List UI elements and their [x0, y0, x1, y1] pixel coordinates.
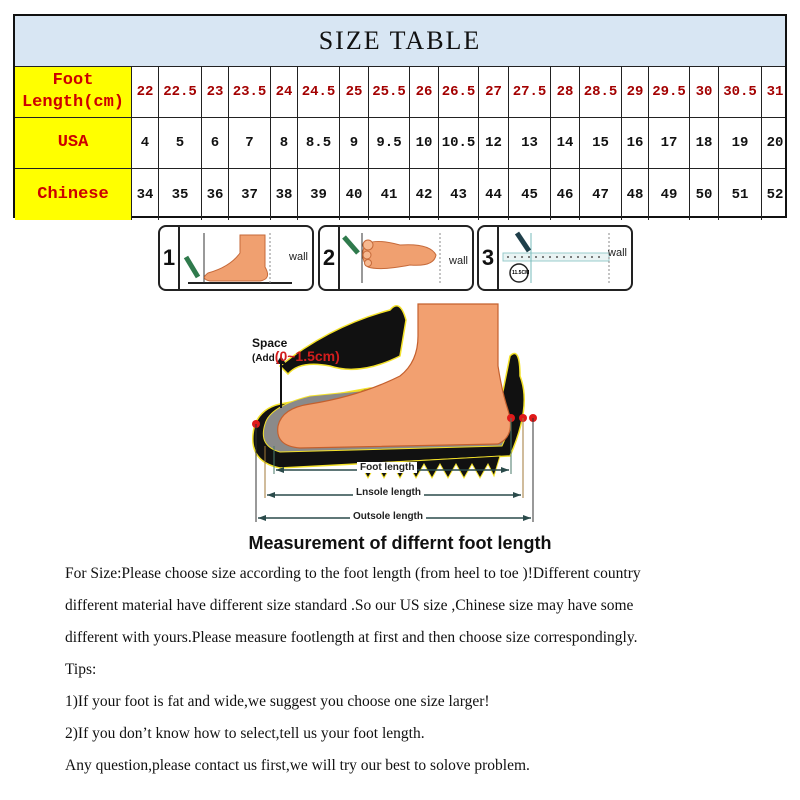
foot-length-cm-cell: 29.5 — [649, 67, 690, 117]
foot-length-cm-cell: 23.5 — [229, 67, 271, 117]
usa-cell: 20 — [766, 135, 784, 151]
step-number: 3 — [479, 227, 499, 289]
chinese-cell: 39 — [298, 169, 340, 220]
chinese-cell: 44 — [479, 169, 509, 220]
space-add-prefix: (Add — [252, 353, 275, 364]
usa-cell: 5 — [159, 118, 202, 168]
chinese-header: Chinese — [15, 169, 132, 220]
foot-length-cm-cell: 24.5 — [298, 67, 340, 117]
usa-cell: 13 — [509, 118, 551, 168]
foot-length-cm-cell: 28.5 — [580, 67, 622, 117]
step-1-panel — [158, 225, 314, 291]
foot-length-cm-cell: 31 — [766, 84, 784, 100]
chinese-cell: 35 — [159, 169, 202, 220]
foot-length-cm-cell: 30.5 — [719, 67, 762, 117]
usa-cell: 14 — [551, 118, 580, 168]
chinese-cell: 52 — [766, 186, 784, 203]
step-3-panel — [477, 225, 633, 291]
foot-length-cm-cell: 25 — [340, 67, 369, 117]
size-instructions — [65, 562, 785, 786]
diagram-caption: Measurement of differnt foot length — [248, 533, 552, 553]
chinese-cell: 47 — [580, 169, 622, 220]
foot-length-cm-cell: 24 — [271, 67, 298, 117]
usa-cell: 9 — [340, 118, 369, 168]
chinese-cell: 51 — [719, 169, 762, 220]
usa-cell: 15 — [580, 118, 622, 168]
foot-length-cm-cell: 27.5 — [509, 67, 551, 117]
chinese-cell: 49 — [649, 169, 690, 220]
wall-label: wall — [449, 255, 468, 267]
table-title: SIZE TABLE — [15, 16, 785, 67]
usa-cell: 6 — [202, 118, 229, 168]
usa-cell: 19 — [719, 118, 762, 168]
shoe-measurement-diagram — [240, 296, 540, 531]
circle-measure-text: 11.5CM — [512, 270, 530, 276]
space-add-range: (0~1.5cm) — [274, 348, 340, 364]
step-number: 2 — [320, 227, 340, 289]
foot-length-cm-cell: 22.5 — [159, 67, 202, 117]
usa-cell: 9.5 — [369, 118, 410, 168]
usa-cell: 8.5 — [298, 118, 340, 168]
foot-length-row — [15, 67, 785, 118]
step-number: 1 — [160, 227, 180, 289]
contact-note: Any question,please contact us first,we will try our best to solove problem. — [65, 757, 530, 774]
foot-length-cm-cell: 30 — [690, 67, 719, 117]
usa-cell: 18 — [690, 118, 719, 168]
instruction-line: different material have different size standard .So our US size ,Chinese size may have some — [65, 597, 634, 614]
tip-item: 2)If you don’t know how to select,tell us your foot length. — [65, 725, 425, 742]
measurement-steps — [158, 225, 634, 293]
foot-length-cm-cell: 28 — [551, 67, 580, 117]
usa-cell: 17 — [649, 118, 690, 168]
chinese-cell: 40 — [340, 169, 369, 220]
usa-cell: 10.5 — [439, 118, 479, 168]
chinese-cell: 38 — [271, 169, 298, 220]
chinese-cell: 43 — [439, 169, 479, 220]
foot-length-cm-cell: 26 — [410, 67, 439, 117]
size-table — [13, 14, 787, 218]
instruction-line: different with yours.Please measure footlength at first and then choose size correspondingly. — [65, 629, 638, 646]
foot-length-cm-cell: 25.5 — [369, 67, 410, 117]
foot-length-cm-cell: 23 — [202, 67, 229, 117]
usa-cell: 7 — [229, 118, 271, 168]
tips-heading: Tips: — [65, 661, 97, 678]
usa-header: USA — [15, 118, 132, 168]
insole-length-label: Lnsole length — [353, 487, 424, 498]
usa-row — [15, 118, 785, 169]
chinese-cell: 34 — [132, 169, 159, 220]
space-label-title: Space — [252, 336, 288, 350]
usa-cell: 12 — [479, 118, 509, 168]
step-2-panel — [318, 225, 474, 291]
foot-length-cm-cell: 29 — [622, 67, 649, 117]
wall-label: wall — [608, 247, 627, 259]
chinese-cell: 50 — [690, 169, 719, 220]
foot-length-cm-cell: 27 — [479, 67, 509, 117]
tip-item: 1)If your foot is fat and wide,we suggest you choose one size larger! — [65, 693, 490, 710]
usa-cell: 8 — [271, 118, 298, 168]
usa-cell: 4 — [132, 118, 159, 168]
foot-length-header-line2: Length(cm) — [21, 93, 125, 112]
space-label — [252, 337, 340, 365]
chinese-cell: 45 — [509, 169, 551, 220]
outsole-length-label: Outsole length — [350, 511, 426, 522]
foot-length-header — [15, 67, 132, 117]
chinese-cell: 42 — [410, 169, 439, 220]
chinese-cell: 37 — [229, 169, 271, 220]
chinese-row — [15, 169, 785, 220]
foot-length-cm-cell: 26.5 — [439, 67, 479, 117]
wall-label: wall — [289, 251, 308, 263]
chinese-cell: 46 — [551, 169, 580, 220]
instruction-line: For Size:Please choose size according to the foot length (from heel to toe )!Different country — [65, 565, 641, 582]
usa-cell: 16 — [622, 118, 649, 168]
foot-length-header-line1: Foot — [52, 71, 94, 90]
chinese-cell: 36 — [202, 169, 229, 220]
foot-length-label: Foot length — [357, 462, 417, 473]
foot-length-cm-cell: 22 — [132, 67, 159, 117]
chinese-cell: 41 — [369, 169, 410, 220]
chinese-cell: 48 — [622, 169, 649, 220]
usa-cell: 10 — [410, 118, 439, 168]
